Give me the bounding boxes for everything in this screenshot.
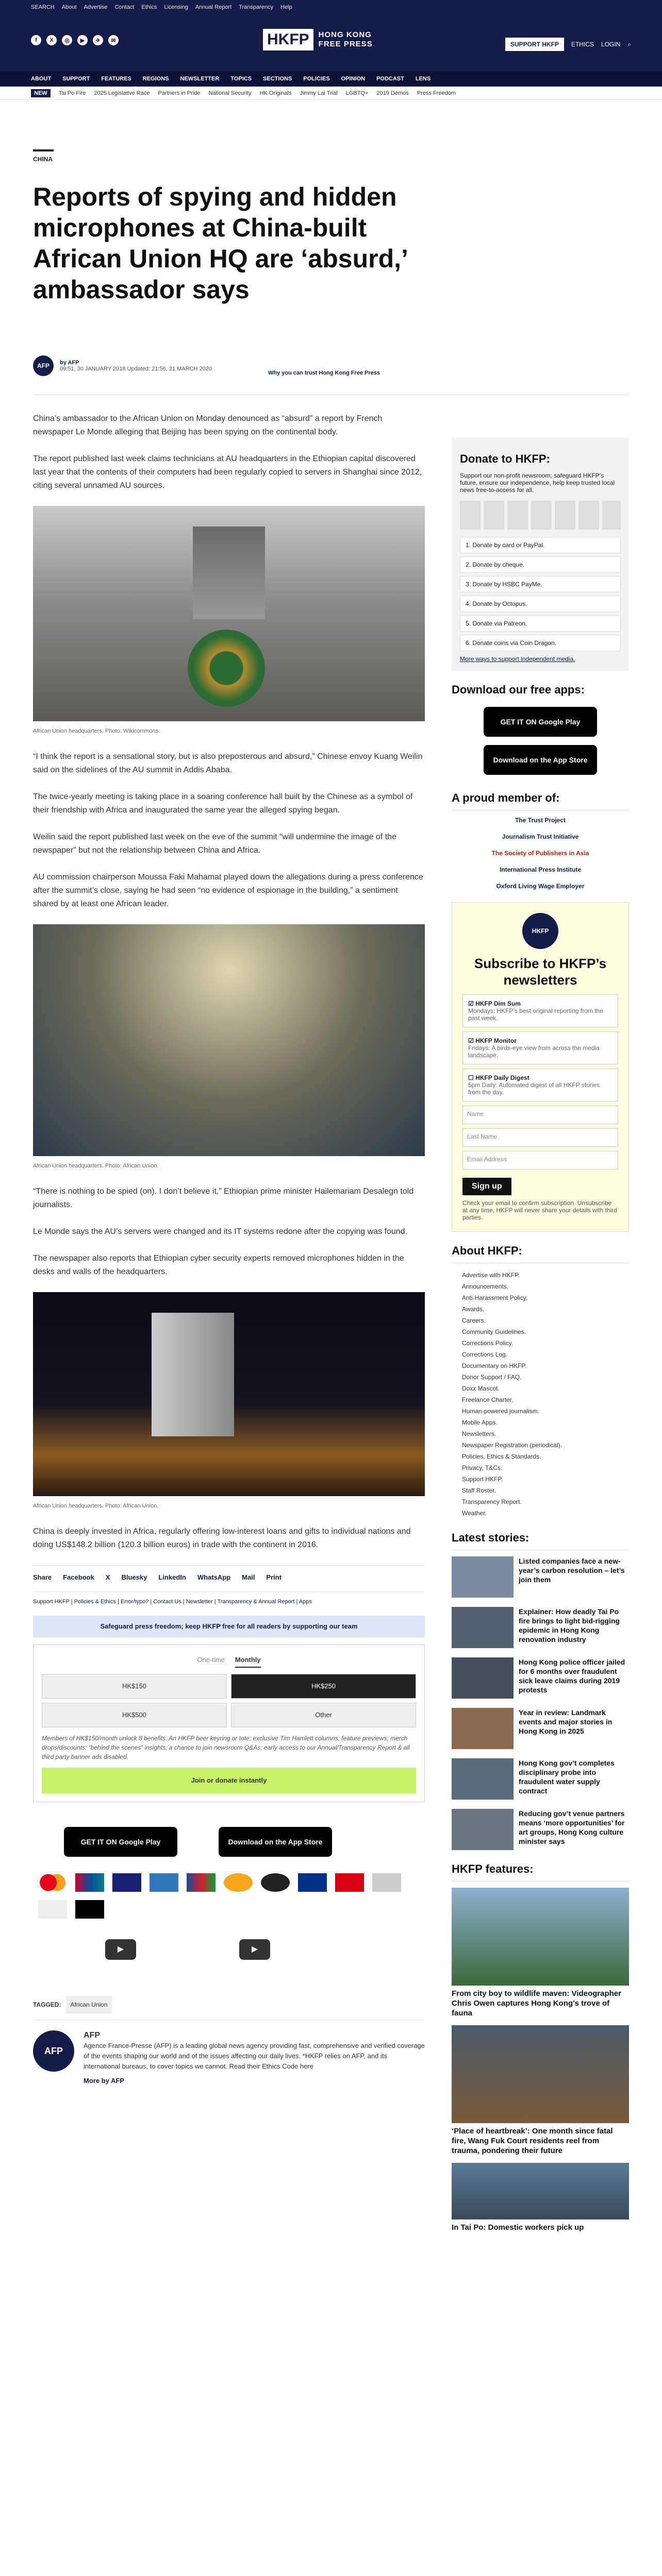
jti-logo[interactable]: Journalism Trust Initiative bbox=[502, 833, 579, 840]
newsletter-option-dimsum[interactable]: ☑ HKFP Dim Sum Mondays: HKFP’s best original reporting from the past week. bbox=[462, 994, 618, 1027]
newsletter-title: Subscribe to HKFP’s newsletters bbox=[474, 956, 607, 988]
trust-project-logo[interactable]: The Trust Project bbox=[515, 817, 566, 824]
about-item[interactable]: Advertise with HKFP. bbox=[462, 1272, 520, 1279]
about-item[interactable]: Careers. bbox=[462, 1317, 486, 1324]
trending-link[interactable]: HK Originals bbox=[259, 90, 292, 96]
article-image-3 bbox=[33, 1292, 425, 1496]
about-item[interactable]: Mobile Apps. bbox=[462, 1419, 498, 1426]
fps-icon bbox=[372, 1873, 401, 1892]
payment-logos-small bbox=[460, 501, 621, 530]
latest-title: Latest stories: bbox=[452, 1531, 629, 1550]
share-bar bbox=[33, 1565, 425, 1584]
help-link[interactable]: Help bbox=[280, 4, 292, 10]
latest-item[interactable]: Explainer: How deadly Tai Po fire brings to light bid-rigging epidemic in Hong Kong renovation industry bbox=[452, 1607, 629, 1648]
share-print[interactable]: Print bbox=[266, 1573, 282, 1581]
tower-shape bbox=[193, 527, 265, 619]
play-icon[interactable]: ▶ bbox=[105, 1939, 136, 1960]
donate-method[interactable]: 3. Donate by HSBC PayMe. bbox=[460, 576, 621, 592]
paragraph: The newspaper also reports that Ethiopian cyber security experts removed microphones hidden in the desks and walls of the headquarters. bbox=[33, 1254, 404, 1276]
member-logos bbox=[452, 817, 629, 890]
visa-icon bbox=[112, 1873, 141, 1892]
site-header bbox=[0, 14, 662, 71]
x-icon[interactable]: X bbox=[46, 35, 57, 45]
nav-policies[interactable]: POLICIES bbox=[303, 76, 330, 82]
category-label[interactable]: CHINA bbox=[33, 149, 54, 163]
tagged-label: TAGGED: bbox=[33, 2001, 61, 2008]
join-button[interactable]: Join or donate instantly bbox=[42, 1768, 416, 1793]
about-item[interactable]: Documentary on HKFP. bbox=[462, 1362, 527, 1369]
paragraph: AU commission chairperson Moussa Faki Mahamat played down the allegations during a press conference after the summit’s close, saying he had seen “no evidence of espionage in the building,” a sentiment shared by at least one African leader. bbox=[33, 873, 423, 908]
share-label: Share bbox=[33, 1573, 52, 1581]
mastercard-icon bbox=[38, 1873, 67, 1892]
donate-method[interactable]: 2. Donate by cheque. bbox=[460, 556, 621, 573]
email-input[interactable]: Email Address bbox=[462, 1151, 618, 1170]
latest-item[interactable]: Listed companies face a new-year’s carbon resolution – let’s join them bbox=[452, 1556, 629, 1598]
donate-method[interactable]: 5. Donate via Patreon. bbox=[460, 615, 621, 632]
about-item[interactable]: Transparency Report. bbox=[462, 1498, 522, 1505]
apps-title: Download our free apps: bbox=[452, 683, 585, 696]
about-item[interactable]: Newspaper Registration (periodical). bbox=[462, 1442, 562, 1449]
unionpay-icon bbox=[75, 1873, 104, 1892]
newsletter-option-monitor[interactable]: ☑ HKFP Monitor Fridays: A birds-eye view from across the media landscape. bbox=[462, 1031, 618, 1064]
social-icons bbox=[31, 35, 119, 45]
search-icon[interactable]: ⌕ bbox=[627, 40, 631, 48]
telegram-icon[interactable]: ✈ bbox=[93, 35, 103, 45]
contact-link[interactable]: Contact bbox=[114, 4, 135, 10]
latest-item[interactable]: Reducing gov’t venue partners means ‘more opportunities’ for art groups, Hong Kong culture minister says bbox=[452, 1809, 629, 1850]
tier-150[interactable]: HK$150 bbox=[42, 1674, 227, 1699]
logo-line-2: FREE PRESS bbox=[318, 40, 373, 48]
paragraph: The twice-yearly meeting is taking place in a soaring conference hall built by the Chinese as a symbol of their friendship with Africa and inaugurated the same year the alleged spying began. bbox=[33, 792, 413, 815]
last-name-input[interactable]: Last Name bbox=[462, 1128, 618, 1147]
tab-one-time[interactable]: One-time bbox=[197, 1656, 225, 1664]
nav-sections[interactable]: SECTIONS bbox=[263, 76, 292, 82]
trending-link[interactable]: Partners in Pride bbox=[158, 90, 201, 96]
article-title: Reports of spying and hidden microphones at China-built African Union HQ are ‘absurd,’ ambassador says bbox=[33, 182, 407, 304]
author-name[interactable]: AFP bbox=[84, 2031, 100, 2040]
paragraph: Le Monde says the AU’s servers were changed and its IT systems redone after the copying was found. bbox=[33, 1227, 408, 1236]
sidebar bbox=[452, 438, 629, 2232]
trust-link[interactable]: Why you can trust Hong Kong Free Press bbox=[268, 370, 380, 376]
licensing-link[interactable]: Licensing bbox=[164, 4, 188, 10]
ethics-link[interactable]: Ethics bbox=[141, 4, 157, 10]
about-item[interactable]: Support HKFP. bbox=[462, 1476, 503, 1483]
share-whatsapp[interactable]: WhatsApp bbox=[197, 1573, 231, 1581]
feature-item[interactable]: From city boy to wildlife maven: Videographer Chris Owen captures Hong Kong’s trove of fauna bbox=[452, 1888, 629, 2018]
logo-mark: HKFP bbox=[263, 29, 313, 50]
author-avatar[interactable]: AFP bbox=[33, 355, 54, 376]
facebook-icon[interactable]: f bbox=[31, 35, 41, 45]
nav-opinion[interactable]: OPINION bbox=[341, 76, 366, 82]
about-item[interactable]: Policies, Ethics & Standards. bbox=[462, 1453, 541, 1460]
about-item[interactable]: Doxx Mascot. bbox=[462, 1385, 500, 1392]
feature-item[interactable]: ‘Place of heartbreak’: One month since fatal fire, Wang Fuk Court residents reel from trauma, pondering their future bbox=[452, 2025, 629, 2156]
share-bluesky[interactable]: Bluesky bbox=[121, 1573, 147, 1581]
paragraph: China’s ambassador to the African Union on Monday denounced as “absurd” a report by French newspaper Le Monde alleging that Beijing has been spying on the continental body. bbox=[33, 414, 383, 436]
top-bar bbox=[0, 0, 662, 14]
app-store-button[interactable]: Download on the App Store bbox=[484, 745, 597, 775]
donate-method[interactable]: 1. Donate by card or PayPal. bbox=[460, 537, 621, 553]
annual-report-link[interactable]: Annual Report bbox=[195, 4, 232, 10]
image-caption: African Union headquarters. Photo: Wikicommons. bbox=[33, 728, 160, 734]
trending-link[interactable]: 2025 Legislative Race bbox=[94, 90, 150, 96]
trending-link[interactable]: 2019 Demos bbox=[376, 90, 409, 96]
nav-regions[interactable]: REGIONS bbox=[142, 76, 169, 82]
nav-lens[interactable]: LENS bbox=[415, 76, 431, 82]
paragraph: China is deeply invested in Africa, regularly offering low-interest loans and gifts to individual nations and doing US$148.2 billion (120.3 billion euros) in trade with the continent in 2016. bbox=[33, 1527, 411, 1549]
article-dates: 09:51, 30 JANUARY 2018 Updated: 21:56, 21 MARCH 2020 bbox=[60, 366, 212, 372]
share-x[interactable]: X bbox=[105, 1573, 110, 1581]
search-link[interactable]: SEARCH bbox=[31, 4, 55, 10]
signup-button[interactable]: Sign up bbox=[462, 1178, 511, 1195]
donate-text[interactable]: Support our non-profit newsroom; safeguard HKFP’s future, ensure our independence, help keep trusted local news free-to-access for all. bbox=[460, 472, 615, 494]
tags-row bbox=[33, 1996, 425, 2020]
living-wage-logo[interactable]: Oxford Living Wage Employer bbox=[496, 883, 585, 890]
youtube-icon[interactable]: ▶ bbox=[77, 35, 88, 45]
paragraph: Weilin said the report published last week on the eve of the summit “will undermine the image of the newspaper” but not the relationship between China and Africa. bbox=[33, 833, 396, 855]
tab-monthly[interactable]: Monthly bbox=[235, 1653, 261, 1668]
author-box bbox=[33, 2030, 425, 2086]
donate-method[interactable]: 4. Donate by Octopus. bbox=[460, 596, 621, 612]
latest-list bbox=[452, 1556, 629, 1850]
nav-features[interactable]: FEATURES bbox=[101, 76, 131, 82]
tier-500[interactable]: HK$500 bbox=[42, 1703, 227, 1727]
about-item[interactable]: Anti-Harassment Policy. bbox=[462, 1294, 528, 1301]
about-item[interactable]: Announcements. bbox=[462, 1283, 509, 1290]
about-item[interactable]: Newsletters. bbox=[462, 1430, 496, 1437]
feature-item[interactable]: In Tai Po: Domestic workers pick up bbox=[452, 2163, 629, 2232]
nav-topics[interactable]: TOPICS bbox=[230, 76, 252, 82]
donate-widget bbox=[33, 1645, 425, 1802]
app-store-button[interactable]: Download on the App Store bbox=[219, 1827, 332, 1857]
byline bbox=[33, 355, 212, 376]
applepay-icon bbox=[75, 1900, 104, 1919]
latest-item[interactable]: Hong Kong gov’t completes disciplinary probe into fraudulent water supply contract bbox=[452, 1758, 629, 1800]
features-list bbox=[452, 1888, 629, 2232]
nav-podcast[interactable]: PODCAST bbox=[376, 76, 404, 82]
donate-box bbox=[452, 438, 629, 671]
trending-link[interactable]: Press Freedom bbox=[417, 90, 456, 96]
transparency-link[interactable]: Transparency bbox=[239, 4, 273, 10]
nav-support[interactable]: SUPPORT bbox=[62, 76, 90, 82]
newsletter-note: Check your email to confirm subscription. Unsubscribe at any time. HKFP will never share your details with third parties. bbox=[462, 1199, 617, 1221]
payme-icon bbox=[335, 1873, 364, 1892]
donate-banner[interactable]: Safeguard press freedom; keep HKFP free for all readers by supporting our team bbox=[33, 1616, 425, 1637]
newsletter-box bbox=[452, 902, 629, 1232]
jcb-icon bbox=[187, 1873, 216, 1892]
article-body bbox=[33, 412, 425, 2086]
image-caption: African Union headquarters. Photo: African Union. bbox=[33, 1163, 159, 1169]
tier-250[interactable]: HK$250 bbox=[231, 1674, 416, 1699]
share-linkedin[interactable]: LinkedIn bbox=[158, 1573, 186, 1581]
first-name-input[interactable]: Name bbox=[462, 1106, 618, 1124]
footer-links[interactable]: Support HKFP | Policies & Ethics | Error/typo? | Contact Us | Newsletter | Transparency & Annual Report | Apps bbox=[33, 1591, 425, 1608]
about-item[interactable]: Awards. bbox=[462, 1306, 485, 1313]
newsletter-option-digest[interactable]: ☐ HKFP Daily Digest 5pm Daily: Automated digest of all HKFP stories from the day. bbox=[462, 1069, 618, 1101]
new-badge: NEW bbox=[31, 89, 51, 97]
play-icon[interactable]: ▶ bbox=[239, 1939, 270, 1960]
ipi-logo[interactable]: International Press Institute bbox=[499, 866, 582, 873]
donate-title: Donate to HKFP: bbox=[460, 452, 550, 465]
about-item[interactable]: Freelance Charter. bbox=[462, 1396, 514, 1403]
paragraph: “There is nothing to be spied (on). I don’t believe it,” Ethiopian prime minister Hailemariam Desalegn told journalists. bbox=[33, 1187, 414, 1209]
share-mail[interactable]: Mail bbox=[242, 1573, 255, 1581]
trending-link[interactable]: Jimmy Lai Trial bbox=[300, 90, 338, 96]
paragraph: “I think the report is a sensational story, but is also preposterous and absurd,” Chinese envoy Kuang Weilin said on the sidelines of the AU summit in Addis Ababa. bbox=[33, 752, 423, 774]
support-button[interactable]: SUPPORT HKFP bbox=[505, 38, 564, 51]
tier-other[interactable]: Other bbox=[231, 1703, 416, 1727]
nav-newsletter[interactable]: NEWSLETTER bbox=[180, 76, 220, 82]
payment-logos bbox=[33, 1873, 425, 1919]
tag-chip[interactable]: African Union bbox=[66, 1996, 111, 2013]
about-item[interactable]: Human-powered journalism. bbox=[462, 1408, 540, 1415]
about-list bbox=[452, 1269, 629, 1519]
image-caption: African Union headquarters. Photo: African Union. bbox=[33, 1503, 159, 1509]
about-item[interactable]: Corrections Log. bbox=[462, 1351, 508, 1358]
trending-link[interactable]: LGBTQ+ bbox=[345, 90, 369, 96]
about-item[interactable]: Corrections Policy. bbox=[462, 1340, 514, 1347]
article-image-1 bbox=[33, 506, 425, 721]
octopus-icon bbox=[224, 1873, 253, 1892]
about-link[interactable]: About bbox=[61, 4, 77, 10]
about-item[interactable]: Donor Support / FAQ. bbox=[462, 1374, 522, 1381]
amex-icon bbox=[150, 1873, 178, 1892]
author-byline[interactable]: by AFP bbox=[60, 360, 79, 366]
video-embeds bbox=[33, 1939, 425, 1960]
about-item[interactable]: Staff Roster. bbox=[462, 1487, 496, 1494]
gpay-icon bbox=[38, 1900, 67, 1919]
member-benefits-note: Members of HK$150/month unlock 8 benefits: An HKFP beer keyring or tote; exclusive Tim Hamlett columns; feature previews; merch drops/discounts; “behind the scenes” insights; a chance to join newsroom Q&As; early access to our Annual/Transparency Report & all third party banner ads disabled. bbox=[42, 1735, 410, 1760]
about-title: About HKFP: bbox=[452, 1244, 629, 1263]
member-title: A proud member of: bbox=[452, 791, 629, 810]
trending-link[interactable]: National Security bbox=[208, 90, 252, 96]
about-item[interactable]: Privacy, T&Cs. bbox=[462, 1464, 503, 1471]
features-title: HKFP features: bbox=[452, 1862, 629, 1882]
site-logo[interactable] bbox=[263, 29, 373, 50]
tower-shape bbox=[152, 1313, 234, 1436]
trending-link[interactable]: Tai Po Fire bbox=[58, 90, 86, 96]
share-facebook[interactable]: Facebook bbox=[63, 1573, 94, 1581]
patreon-icon bbox=[261, 1873, 290, 1892]
instagram-icon[interactable]: ◎ bbox=[62, 35, 72, 45]
google-play-button[interactable]: GET IT ON Google Play bbox=[484, 707, 597, 737]
about-item[interactable]: Weather. bbox=[462, 1510, 487, 1517]
paypal-icon bbox=[298, 1873, 327, 1892]
ethics-button[interactable]: ETHICS bbox=[571, 41, 594, 48]
main-nav bbox=[0, 71, 662, 87]
article-image-2 bbox=[33, 924, 425, 1156]
mail-icon[interactable]: ✉ bbox=[108, 35, 119, 45]
nav-about[interactable]: ABOUT bbox=[31, 76, 52, 82]
author-bio: Agence France-Presse (AFP) is a leading global news agency providing fast, comprehensive and verified coverage of the events shaping our world and of the issues affecting our daily lives. *HKFP relies on AFP, and its international bureaus, to cover topics we cannot. Read their Ethics Code here bbox=[84, 2042, 425, 2070]
emblem-shape bbox=[188, 630, 265, 707]
google-play-button[interactable]: GET IT ON Google Play bbox=[64, 1827, 177, 1857]
login-button[interactable]: LOGIN bbox=[601, 41, 621, 48]
paragraph: The report published last week claims technicians at AU headquarters in the Ethiopian capital discovered last year that the contents of their computers had been regularly copied to servers in Shanghai since 2012, citing several unnamed AU sources. bbox=[33, 454, 422, 490]
sopa-logo[interactable]: The Society of Publishers in Asia bbox=[491, 850, 589, 857]
newsletter-logo: HKFP bbox=[522, 913, 558, 949]
logo-line-1: HONG KONG bbox=[318, 30, 372, 39]
more-by-author[interactable]: More by AFP bbox=[84, 2077, 124, 2084]
store-buttons bbox=[33, 1823, 425, 1861]
about-item[interactable]: Community Guidelines. bbox=[462, 1328, 526, 1335]
latest-item[interactable]: Hong Kong police officer jailed for 6 months over fraudulent sick leave claims during 2019 protests bbox=[452, 1657, 629, 1699]
author-avatar[interactable]: AFP bbox=[33, 2030, 74, 2072]
latest-item[interactable]: Year in review: Landmark events and major stories in Hong Kong in 2025 bbox=[452, 1708, 629, 1749]
donate-method[interactable]: 6. Donate coins via Coin Dragon. bbox=[460, 635, 621, 651]
more-ways-link[interactable]: More ways to support independent media. bbox=[460, 655, 575, 663]
advertise-link[interactable]: Advertise bbox=[84, 4, 108, 10]
trending-bar bbox=[0, 87, 662, 100]
